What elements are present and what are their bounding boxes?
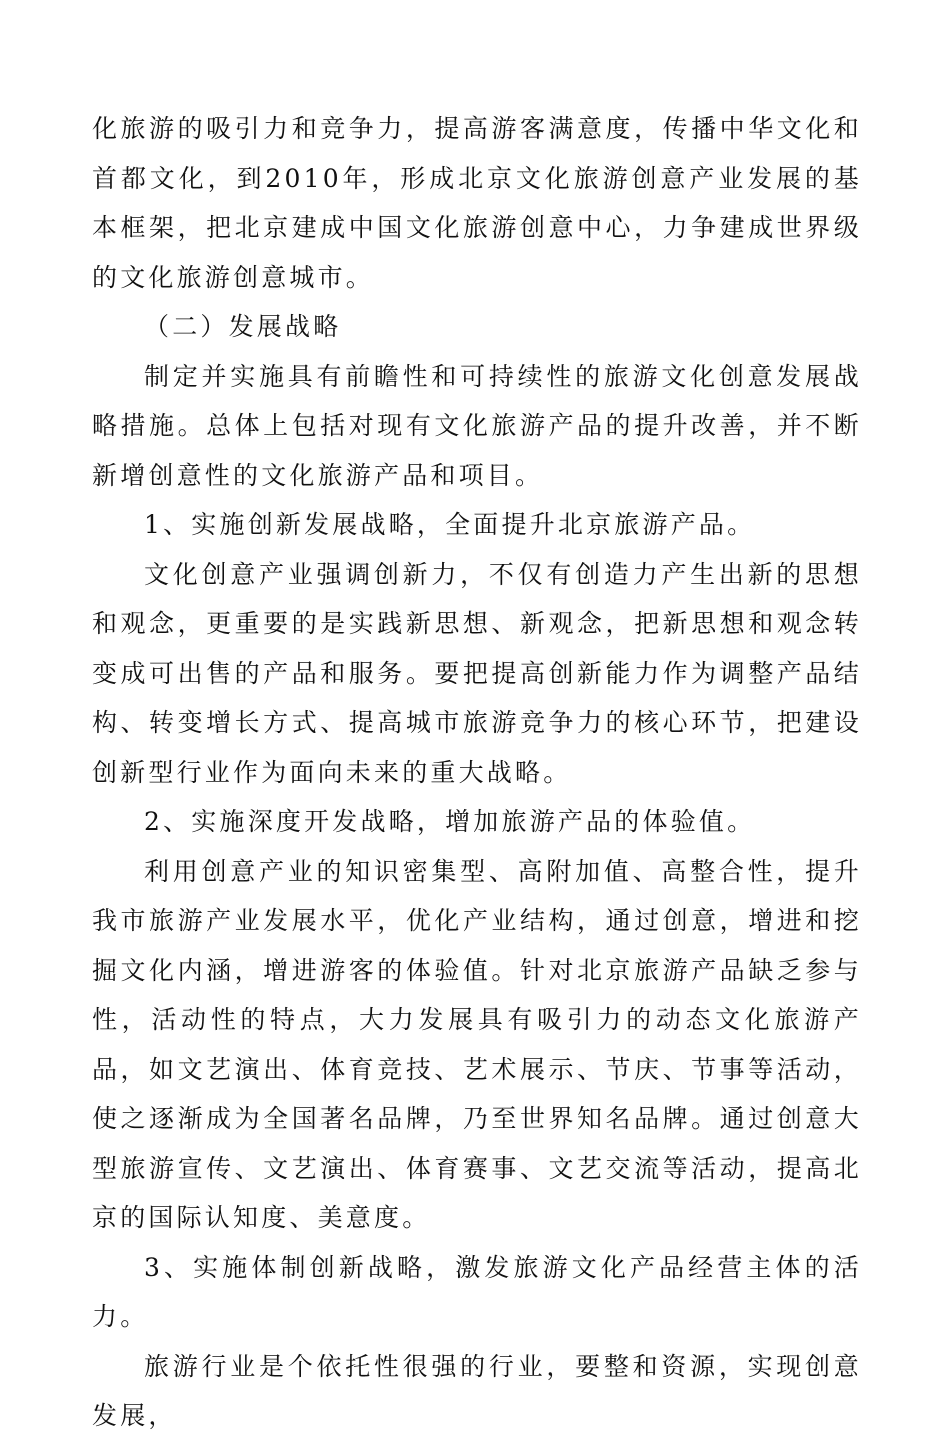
document-body: [92, 104, 862, 1441]
item-heading-institutional-innovation: 3、实施体制创新战略，激发旅游文化产品经营主体的活力。: [92, 1252, 862, 1331]
item-heading-innovation-strategy: 1、实施创新发展战略，全面提升北京旅游产品。: [144, 510, 756, 539]
paragraph-innovation: 文化创意产业强调创新力，不仅有创造力产生出新的思想和观念，更重要的是实践新思想、新观念，把新思想和观念转变成可出售的产品和服务。要把提高创新能力作为调整产品结构、转变增长方式、提高城市旅游竞争力的核心环节，把建设创新型行业作为面向未来的重大战略。: [92, 559, 862, 787]
paragraph-continuation: 化旅游的吸引力和竞争力，提高游客满意度，传播中华文化和首都文化，到2010年，形成北京文化旅游创意产业发展的基本框架，把北京建成中国文化旅游创意中心，力争建成世界级的文化旅游创意城市。: [92, 114, 862, 292]
item-heading-depth-development: 2、实施深度开发战略，增加旅游产品的体验值。: [144, 807, 756, 836]
paragraph-depth-development: 利用创意产业的知识密集型、高附加值、高整合性，提升我市旅游产业发展水平，优化产业结构，通过创意，增进和挖掘文化内涵，增进游客的体验值。针对北京旅游产品缺乏参与性，活动性的特点，大力发展具有吸引力的动态文化旅游产品，如文艺演出、体育竞技、艺术展示、节庆、节事等活动，使之逐渐成为全国著名品牌，乃至世界知名品牌。通过创意大型旅游宣传、文艺演出、体育赛事、文艺交流等活动，提高北京的国际认知度、美意度。: [92, 856, 862, 1232]
paragraph-institutional-innovation: 旅游行业是个依托性很强的行业，要整和资源，实现创意发展，: [92, 1351, 862, 1430]
section-heading-development-strategy: （二）发展战略: [144, 312, 342, 341]
paragraph-strategy-overview: 制定并实施具有前瞻性和可持续性的旅游文化创意发展战略措施。总体上包括对现有文化旅游产品的提升改善，并不断新增创意性的文化旅游产品和项目。: [92, 361, 862, 490]
